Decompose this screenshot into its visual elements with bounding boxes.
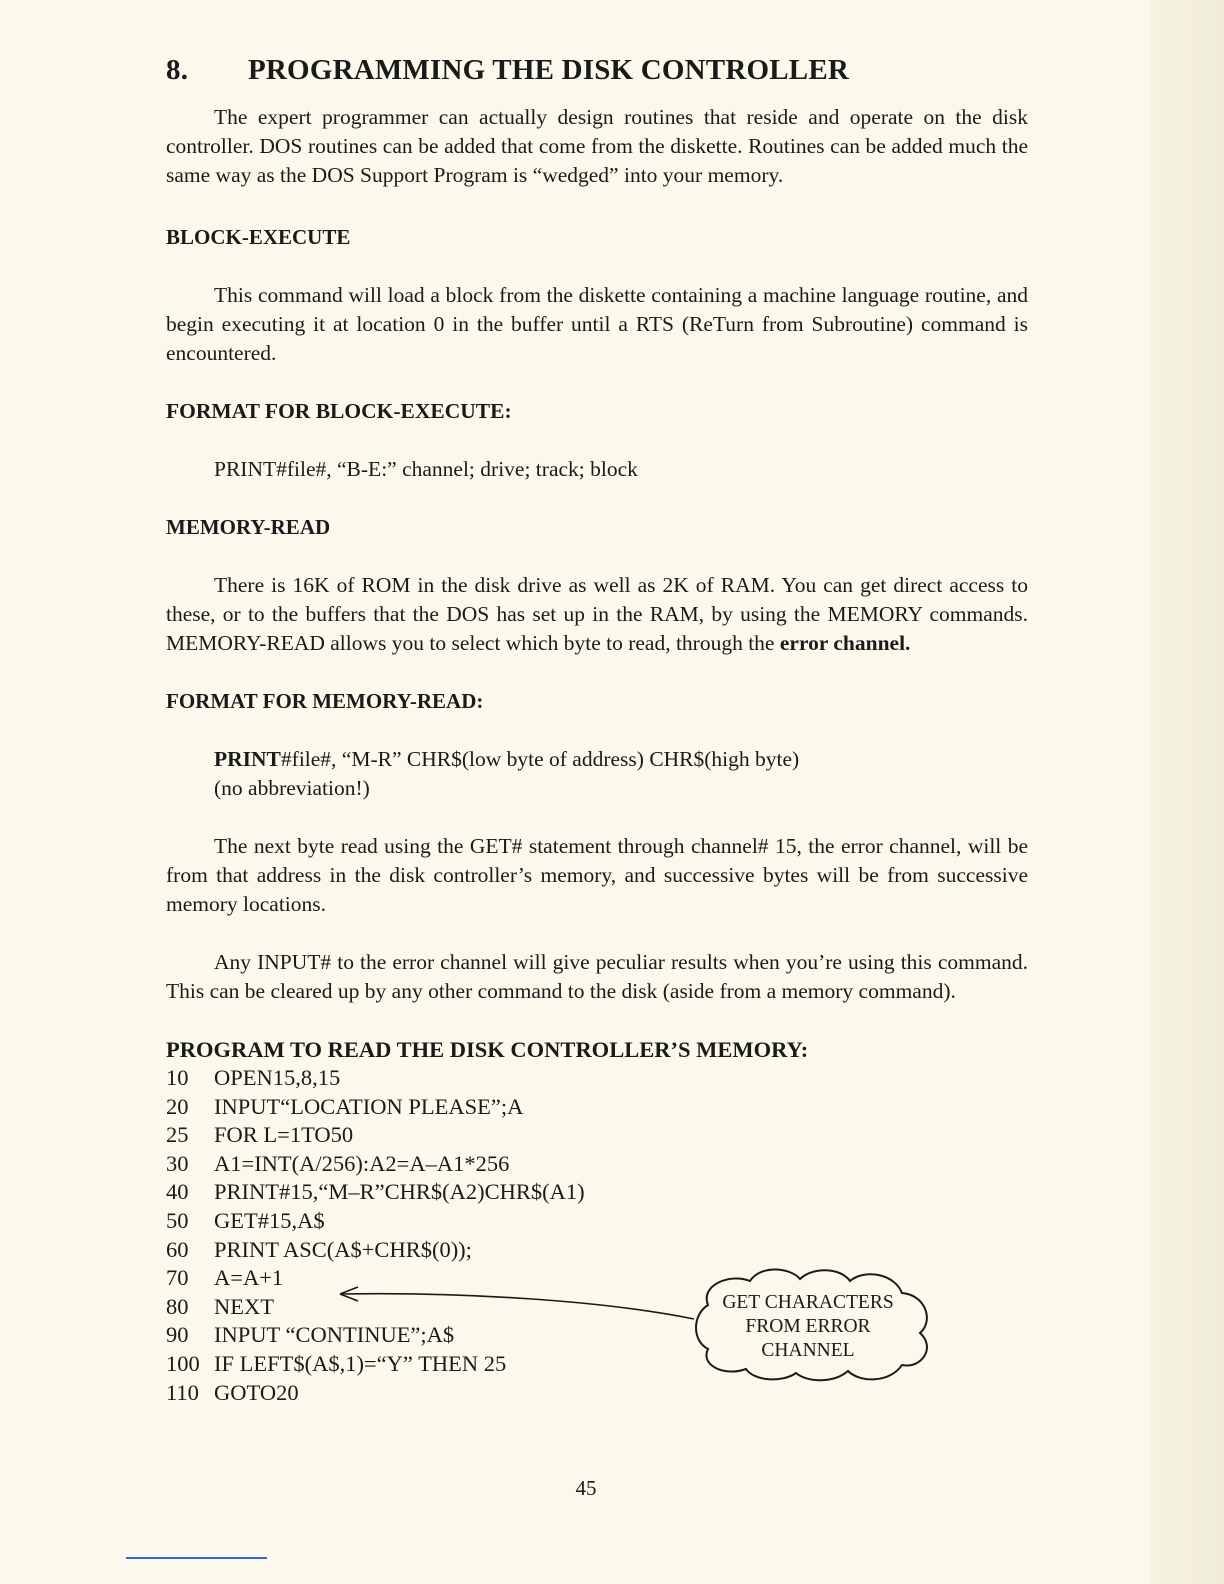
line-code: GOTO20	[214, 1379, 299, 1405]
line-number: 30	[166, 1150, 189, 1176]
program-title: PROGRAM TO READ THE DISK CONTROLLER’S MEMORY:	[166, 1037, 809, 1062]
line-number: 10	[166, 1065, 189, 1090]
memory-read-paragraph-2: The next byte read using the GET# statement through channel# 15, the error channel, will be from that address in the disk controller’s memory, and successive bytes will be from successive memory locations.	[166, 834, 1028, 916]
callout-text: GET CHARACTERS FROM ERROR CHANNEL	[722, 1292, 894, 1361]
block-execute-heading: BLOCK-EXECUTE	[166, 225, 351, 249]
line-code: IF LEFT$(A$,1)=“Y” THEN 25	[214, 1350, 507, 1376]
block-execute-paragraph: This command will load a block from the diskette containing a machine language routine, and begin executing it at location 0 in the buffer until a RTS (ReTurn from Subroutine) command is encountered.	[166, 283, 1028, 365]
line-number: 70	[166, 1265, 189, 1291]
line-code: FOR L=1TO50	[214, 1122, 354, 1148]
line-number: 60	[166, 1236, 189, 1262]
chapter-title-text: PROGRAMMING THE DISK CONTROLLER	[248, 54, 850, 86]
line-code: OPEN15,8,15	[214, 1065, 341, 1090]
line-code: INPUT “CONTINUE”;A$	[214, 1322, 455, 1348]
line-code: PRINT ASC(A$+CHR$(0));	[214, 1236, 472, 1262]
block-execute-format-line: PRINT#file#, “B-E:” channel; drive; track; block	[214, 457, 638, 481]
memory-read-format-note: (no abbreviation!)	[214, 776, 370, 800]
line-code: A=A+1	[214, 1265, 284, 1291]
memory-read-format-heading: FORMAT FOR MEMORY-READ:	[166, 689, 484, 713]
line-code: NEXT	[214, 1293, 274, 1319]
intro-paragraph: The expert programmer can actually design routines that reside and operate on the disk controller. DOS routines can be added that come from the diskette. Routines can be added much the same way as the DOS Support Program is “wedged” into your memory.	[166, 105, 1028, 187]
format-line-rest: #file#, “M-R” CHR$(low byte of address) CHR$(high byte)	[280, 747, 800, 771]
memory-read-paragraph-text: There is 16K of ROM in the disk drive as well as 2K of RAM. You can get direct access to these, or to the buffers that the DOS has set up in the RAM, by using the MEMORY commands. MEMORY-READ allows you to select which byte to read, through the	[166, 573, 1028, 655]
footer-rule	[126, 1557, 267, 1559]
line-code: INPUT“LOCATION PLEASE”;A	[214, 1093, 524, 1119]
line-number: 20	[166, 1093, 189, 1119]
line-code: PRINT#15,“M–R”CHR$(A2)CHR$(A1)	[214, 1179, 585, 1205]
line-number: 110	[166, 1379, 199, 1405]
line-number: 25	[166, 1122, 189, 1148]
memory-read-paragraph-3: Any INPUT# to the error channel will give peculiar results when you’re using this command. This can be cleared up by any other command to the disk (aside from a memory command).	[166, 950, 1028, 1003]
line-number: 100	[166, 1350, 200, 1376]
format-print-keyword: PRINT	[214, 747, 281, 771]
error-channel-emphasis: error channel.	[779, 631, 911, 655]
line-number: 90	[166, 1322, 189, 1348]
line-code: A1=INT(A/256):A2=A–A1*256	[214, 1150, 510, 1176]
line-number: 50	[166, 1207, 189, 1233]
chapter-number: 8.	[166, 54, 189, 86]
line-number: 40	[166, 1179, 189, 1205]
line-number: 80	[166, 1293, 189, 1319]
memory-read-heading: MEMORY-READ	[166, 515, 331, 539]
line-code: GET#15,A$	[214, 1207, 325, 1233]
page-number: 45	[575, 1476, 597, 1500]
block-execute-format-heading: FORMAT FOR BLOCK-EXECUTE:	[166, 399, 512, 423]
